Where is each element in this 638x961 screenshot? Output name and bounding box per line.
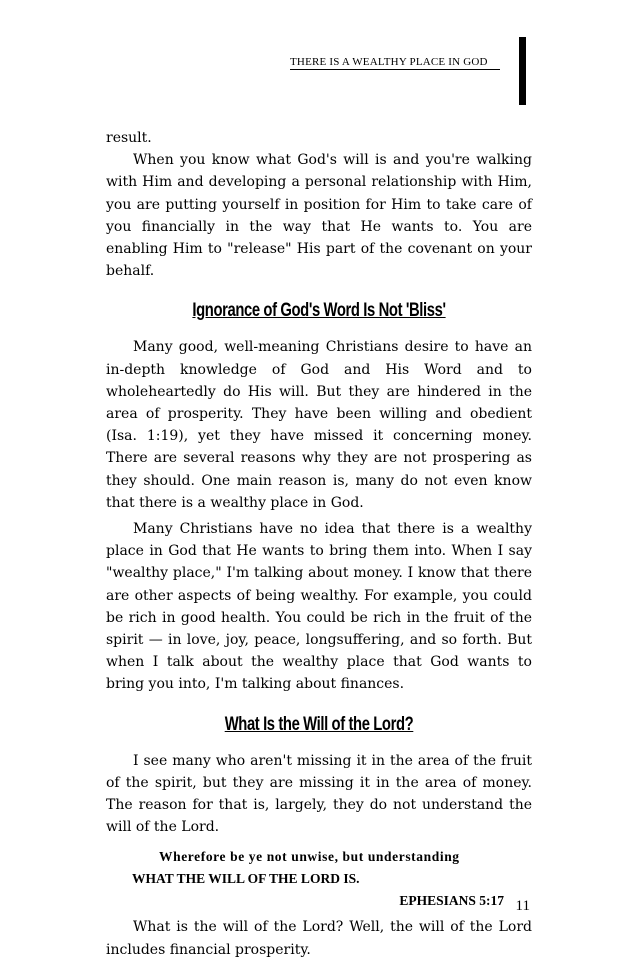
- quote-reference: EPHESIANS 5:17: [399, 893, 504, 909]
- quote-line-1: Wherefore be ye not unwise, but understanding: [159, 849, 460, 865]
- section-heading-will-of-lord: What Is the Will of the Lord?: [224, 713, 414, 735]
- paragraph-4: Many Christians have no idea that there is a wealthy place in God that He wants to bring them into. When I say "wealthy place," I'm talking about money. I know that there are other aspects of being wealthy. For example, you could be rich in good health. You could be rich in the fruit of the spirit — in love, joy, peace, longsuffering, and so forth. But when I talk about the wealthy place that God wants to bring you into, I'm talking about finances.: [106, 521, 532, 693]
- header-rule-bar: [519, 37, 526, 105]
- running-header: THERE IS A WEALTHY PLACE IN GOD: [290, 56, 500, 70]
- quote-line-2: WHAT THE WILL OF THE LORD IS.: [132, 871, 360, 887]
- section-heading-ignorance: Ignorance of God's Word Is Not 'Bliss': [192, 300, 446, 322]
- paragraph-3: Many good, well-meaning Christians desire to have an in-depth knowledge of God and His Word and to wholeheartedly do His will. But they are hindered in the area of prosperity. They have been willing and obedient (Isa. 1:19), yet they have missed it concerning money. There are several reasons why they are not prospering as they should. One main reason is, many do not even know that there is a wealthy place in God.: [106, 339, 532, 511]
- page-body: [106, 127, 532, 961]
- paragraph-6: What is the will of the Lord? Well, the will of the Lord includes financial prosperity.: [106, 919, 532, 958]
- paragraph-5: I see many who aren't missing it in the area of the fruit of the spirit, but they are missing it in the area of money. The reason for that is, largely, they do not understand the will of the Lord.: [106, 752, 532, 836]
- paragraph-2: When you know what God's will is and you're walking with Him and developing a personal relationship with Him, you are putting yourself in position for Him to take care of you financially in the way that He wants to. You are enabling Him to "release" His part of the covenant on your behalf.: [106, 152, 532, 280]
- scripture-quote: [132, 846, 532, 912]
- paragraph-1: result.: [106, 130, 152, 146]
- page-number: 11: [515, 898, 530, 914]
